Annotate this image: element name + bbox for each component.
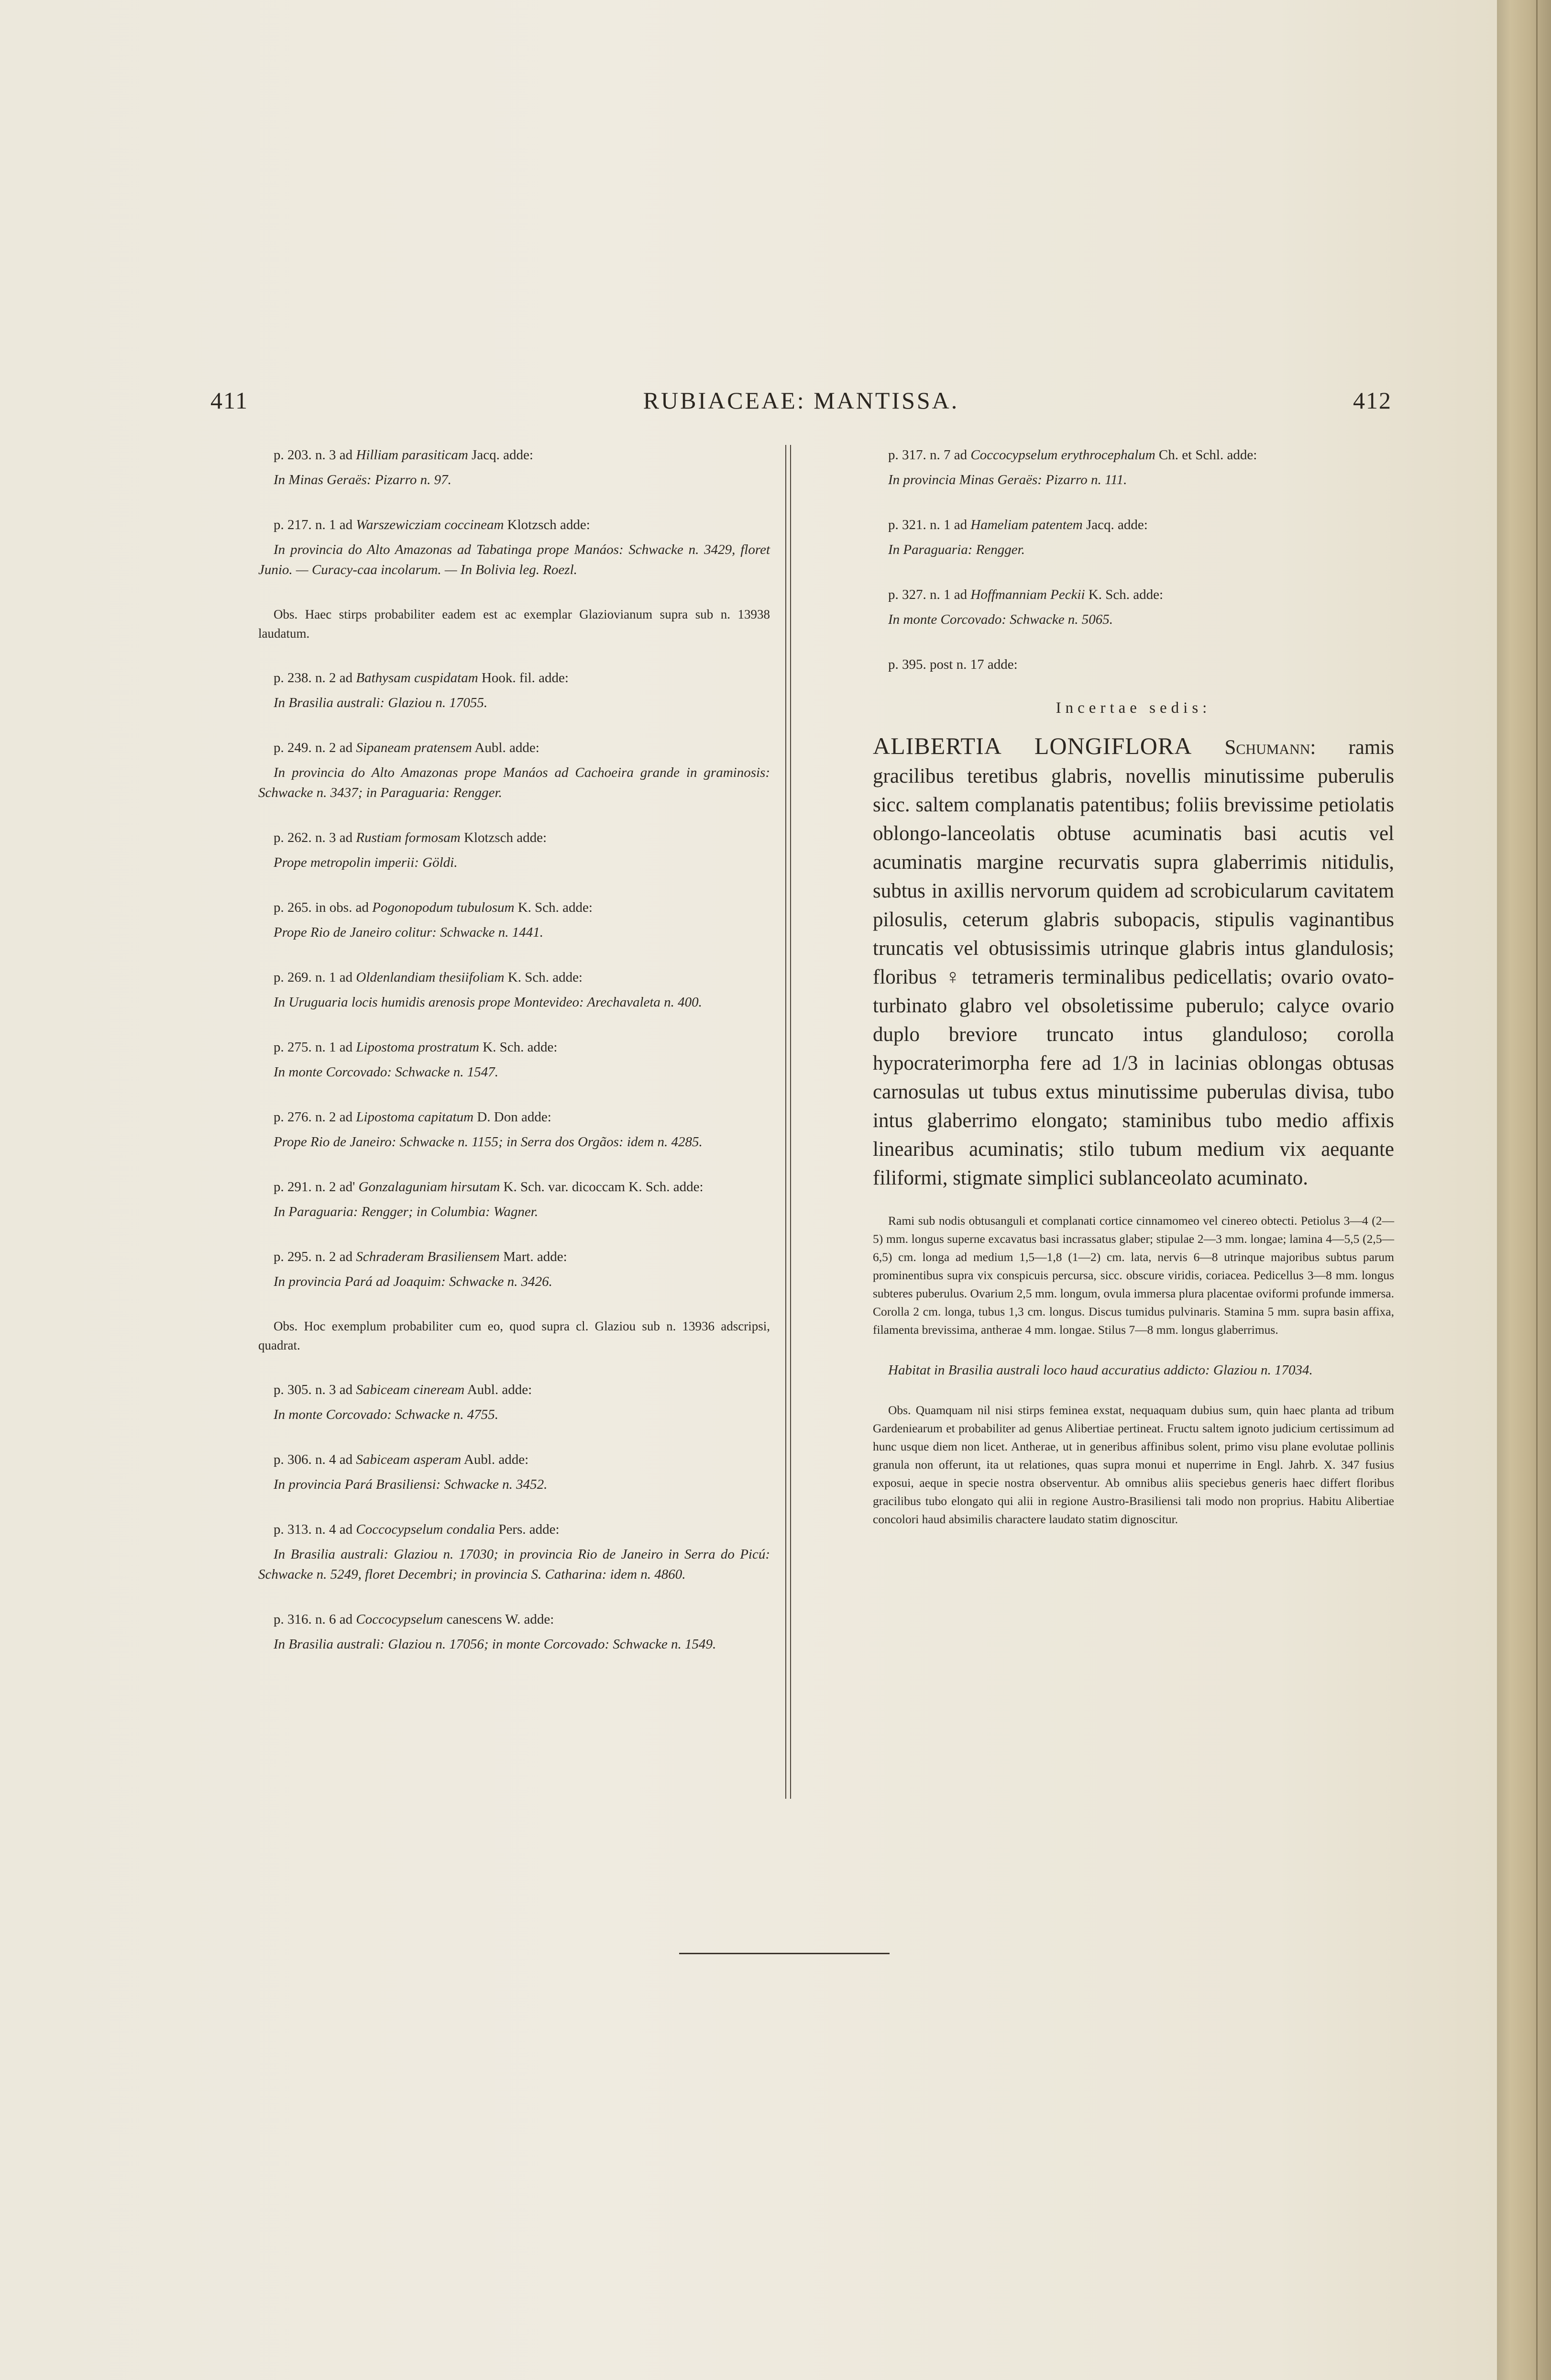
reference-text: p. 395. post n. 17 adde: [888,657,1018,672]
addendum-entry [258,1450,770,1494]
addendum-entry [258,1519,770,1584]
addendum-entry [258,445,770,490]
addendum-entry [258,668,770,713]
page-number-left: 411 [210,387,249,414]
reference-end: Jacq. adde: [468,447,533,463]
locality-line: In Paraguaria: Rengger; in Columbia: Wagner. [274,1204,539,1219]
diagnosis-paragraph [873,731,1394,1193]
taxon-name: Sabiceam cineream [356,1382,465,1397]
locality-line: In monte Corcovado: Schwacke n. 4755. [274,1407,499,1422]
reference-end: Ch. et Schl. adde: [1155,447,1257,463]
habitat-paragraph: Habitat in Brasilia australi loco haud accuratius addicto: Glaziou n. 17034. [888,1362,1313,1378]
reference-text: p. 327. n. 1 ad [888,587,971,602]
locality-line: In Minas Geraës: Pizarro n. 97. [274,472,451,487]
addendum-entry [873,515,1394,560]
reference-text: p. 316. n. 6 ad [274,1612,356,1627]
taxon-name: Sipaneam pratensem [356,740,472,755]
reference-text: p. 321. n. 1 ad [888,517,971,532]
taxon-name: Coccocypselum condalia [356,1522,495,1537]
addendum-entry [258,1107,770,1152]
reference-end: K. Sch. adde: [514,900,593,915]
reference-end: K. Sch. adde: [479,1040,558,1055]
reference-end: Aubl. adde: [461,1452,529,1467]
column-rule [785,445,786,1799]
locality-line: Prope Rio de Janeiro colitur: Schwacke n. 1441. [274,925,544,940]
taxon-name: Coccocypselum [356,1612,443,1627]
addendum-entry [258,515,770,580]
reference-end: K. Sch. adde: [1085,587,1164,602]
reference-text: p. 276. n. 2 ad [274,1109,356,1125]
taxon-name: Hoffmanniam Peckii [970,587,1085,602]
entry-reference [258,1037,770,1057]
entry-reference [258,1609,770,1629]
entry-reference [258,897,770,918]
taxon-name: Pogonopodum tubulosum [372,900,515,915]
running-title: RUBIACEAE: MANTISSA. [643,387,959,414]
page-edge-binding [1497,0,1551,2380]
reference-text: p. 262. n. 3 ad [274,830,356,845]
reference-text: p. 295. n. 2 ad [274,1249,356,1264]
entry-reference [873,445,1394,465]
bottom-rule [679,1953,890,1954]
locality-line: In Brasilia australi: Glaziou n. 17030; in provincia Rio de Janeiro in Serra do Picú: Schwacke n. 5249, floret Decembri; in provincia S. Catharina: idem n. 4860. [258,1547,770,1582]
reference-end: Aubl. adde: [464,1382,532,1397]
taxon-name: Sabiceam asperam [356,1452,462,1467]
reference-end: Klotzsch adde: [504,517,590,532]
reference-text: p. 275. n. 1 ad [274,1040,356,1055]
reference-text: p. 317. n. 7 ad [888,447,971,463]
addendum-entry [258,738,770,803]
reference-end: K. Sch. var. dicoccam K. Sch. adde: [500,1179,704,1195]
locality-line: In provincia do Alto Amazonas prope Manáos ad Cachoeira grande in graminosis: Schwacke n. 3437; in Paraguaria: Rengger. [258,765,770,800]
taxon-name: Hameliam patentem [970,517,1083,532]
reference-end: Mart. adde: [499,1249,567,1264]
page-number-right: 412 [1353,387,1392,414]
reference-text: p. 217. n. 1 ad [274,517,356,532]
entry-reference [258,445,770,465]
addendum-entry [258,1609,770,1654]
description-paragraph: Rami sub nodis obtusanguli et complanati cortice cinnamomeo vel cinereo obtecti. Petiolus 3—4 (2—5) mm. longus superne excavatus basi incrassatus glaber; stipulae 2—3 mm. longae; lamina 4—5,5 (2,5—6,5) cm. longa ad medium 1,5—1,8 (1—2) cm. lata, nervis 6—8 utrinque majoribus subtus parum prominentibus supra vix conspicuis percursa, sicc. obscure viridis, coriacea. Pedicellus 3—8 mm. longus subteres puberulus. Ovarium 2,5 mm. longum, ovula immersa plura placentae oviformi profunde immersa. Corolla 2 cm. longa, tubus 1,3 cm. longus. Discus tumidus pulvinaris. Stamina 5 mm. supra basin affixa, filamenta brevissima, antherae 4 mm. longae. Stilus 7—8 mm. longus glaberrimus. [873,1214,1394,1337]
observation-paragraph: Obs. Quamquam nil nisi stirps feminea exstat, nequaquam dubius sum, quin haec planta ad tribum Gardeniearum et probabiliter ad genus Alibertiae pertineat. Fructu saltem ignoto judicium certissimum ad hunc usque diem non licet. Antherae, ut in generibus affinibus solent, primo visu plane evolutae pollinis granula non offerunt, ita ut relationes, quas supra monui et nuperrime in Engl. Jahrb. X. 347 fusius exposui, aeque in specie nostra observentur. Ab omnibus aliis speciebus generis haec differt floribus gracilibus tubo elongato qui alii in regione Austro-Brasiliensi tali modo non proprius. Habitu Alibertiae concolori haud absimilis charactere laudato statim dignoscitur. [873,1403,1394,1526]
left-column [258,445,770,1679]
reference-end: D. Don adde: [473,1109,551,1125]
entry-reference [258,515,770,535]
running-header [210,387,1392,425]
taxon-name: Lipostoma capitatum [356,1109,474,1125]
species-name: ALIBERTIA LONGIFLORA [873,732,1192,759]
entry-reference [258,828,770,848]
entry-reference [258,1247,770,1267]
locality-line: In monte Corcovado: Schwacke n. 5065. [888,612,1113,627]
entry-reference [258,738,770,758]
reference-end: Klotzsch adde: [460,830,547,845]
entry-reference [873,585,1394,605]
reference-end: Aubl. adde: [472,740,539,755]
taxon-name: Bathysam cuspidatam [356,670,478,686]
reference-text: p. 305. n. 3 ad [274,1382,356,1397]
taxon-name: Oldenlandiam thesiifoliam [356,970,505,985]
addendum-entry [258,1380,770,1425]
locality-line: In monte Corcovado: Schwacke n. 1547. [274,1064,499,1080]
locality-line: In Uruguaria locis humidis arenosis prope Montevideo: Arechavaleta n. 400. [274,995,702,1010]
reference-text: p. 306. n. 4 ad [274,1452,356,1467]
reference-end: Pers. adde: [495,1522,560,1537]
reference-end: canescens W. adde: [443,1612,554,1627]
reference-end: Jacq. adde: [1082,517,1148,532]
taxon-name: Warszewicziam coccineam [356,517,504,532]
species-author: Schumann: [1224,736,1316,759]
taxon-name: Lipostoma prostratum [356,1040,479,1055]
taxon-name: Gonzalaguniam hirsutam [358,1179,500,1195]
reference-end: K. Sch. adde: [504,970,583,985]
addendum-entry [258,1037,770,1082]
addendum-entry [873,585,1394,630]
locality-line: Prope Rio de Janeiro: Schwacke n. 1155; in Serra dos Orgãos: idem n. 4285. [274,1134,703,1150]
entry-reference [258,1450,770,1470]
reference-text: p. 265. in obs. ad [274,900,373,915]
right-column [873,445,1394,1550]
addendum-entry [258,967,770,1012]
entry-reference [873,654,1394,675]
entry-reference [258,1177,770,1197]
addendum-entry [258,1247,770,1292]
observation-note: Obs. Hoc exemplum probabiliter cum eo, quod supra cl. Glaziou sub n. 13936 adscripsi, quadrat. [258,1319,770,1352]
entry-reference [258,1107,770,1127]
entry-reference [258,967,770,987]
entry-reference [258,668,770,688]
reference-text: p. 249. n. 2 ad [274,740,356,755]
reference-text: p. 269. n. 1 ad [274,970,356,985]
entry-reference [873,515,1394,535]
locality-line: In provincia Pará Brasiliensi: Schwacke n. 3452. [274,1477,548,1492]
addendum-entry [873,654,1394,675]
taxon-name: Hilliam parasiticam [356,447,468,463]
addendum-entry [873,445,1394,490]
reference-text: p. 291. n. 2 ad' [274,1179,359,1195]
reference-text: p. 238. n. 2 ad [274,670,356,686]
reference-end: Hook. fil. adde: [478,670,569,686]
locality-line: In Brasilia australi: Glaziou n. 17055. [274,695,488,710]
reference-text: p. 203. n. 3 ad [274,447,356,463]
reference-text: p. 313. n. 4 ad [274,1522,356,1537]
observation-note: Obs. Haec stirps probabiliter eadem est ac exemplar Glaziovianum supra sub n. 13938 laudatum. [258,607,770,641]
locality-line: In Brasilia australi: Glaziou n. 17056; in monte Corcovado: Schwacke n. 1549. [274,1637,716,1652]
locality-line: In provincia Minas Geraës: Pizarro n. 111. [888,472,1127,487]
addendum-entry [258,897,770,942]
column-rule [790,445,791,1799]
locality-line: In provincia Pará ad Joaquim: Schwacke n. 3426. [274,1274,552,1289]
page-edge-line [1536,0,1538,2380]
incertae-heading: Incertae sedis: [1056,699,1211,717]
addendum-entry [258,1177,770,1222]
entry-reference [258,1519,770,1539]
taxon-name: Rustiam formosam [356,830,461,845]
locality-line: In Paraguaria: Rengger. [888,542,1025,557]
locality-line: Prope metropolin imperii: Göldi. [274,855,458,870]
locality-line: In provincia do Alto Amazonas ad Tabatinga prope Manáos: Schwacke n. 3429, floret Junio. — Curacy-caa incolarum. — In Bolivia leg. Roezl. [258,542,770,577]
diagnosis-text: ramis gracilibus teretibus glabris, novellis minutissime puberulis sicc. saltem complanatis patentibus; foliis brevissime petiolatis oblongo-lanceolatis obtuse acuminatis basi acutis vel acuminatis margine recurvatis supra glaberrimis nitidulis, subtus in axillis nervorum quidem ad scrobicularum cavitatem pilosulis, ceterum glabris subopacis, stipulis vaginantibus truncatis vel obtusissimis utrinque glabris intus glandulosis; floribus ♀ tetrameris terminalibus pedicellatis; ovario ovato-turbinato glabro vel obsoletissime puberulo; calyce ovario duplo breviore truncato intus glanduloso; corolla hypocraterimorpha fere ad 1/3 in lacinias oblongas obtusas carnosulas ut tubus extus minutissime puberulas divisa, tubo intus glaberrimo elongato; staminibus tubo medio affixis linearibus acuminatis; stilo tubum medium vix aequante filiformi, stigmate simplici sublanceolato acuminato. [873,736,1394,1189]
entry-reference [258,1380,770,1400]
taxon-name: Coccocypselum erythrocephalum [970,447,1155,463]
addendum-entry [258,828,770,873]
taxon-name: Schraderam Brasiliensem [356,1249,500,1264]
